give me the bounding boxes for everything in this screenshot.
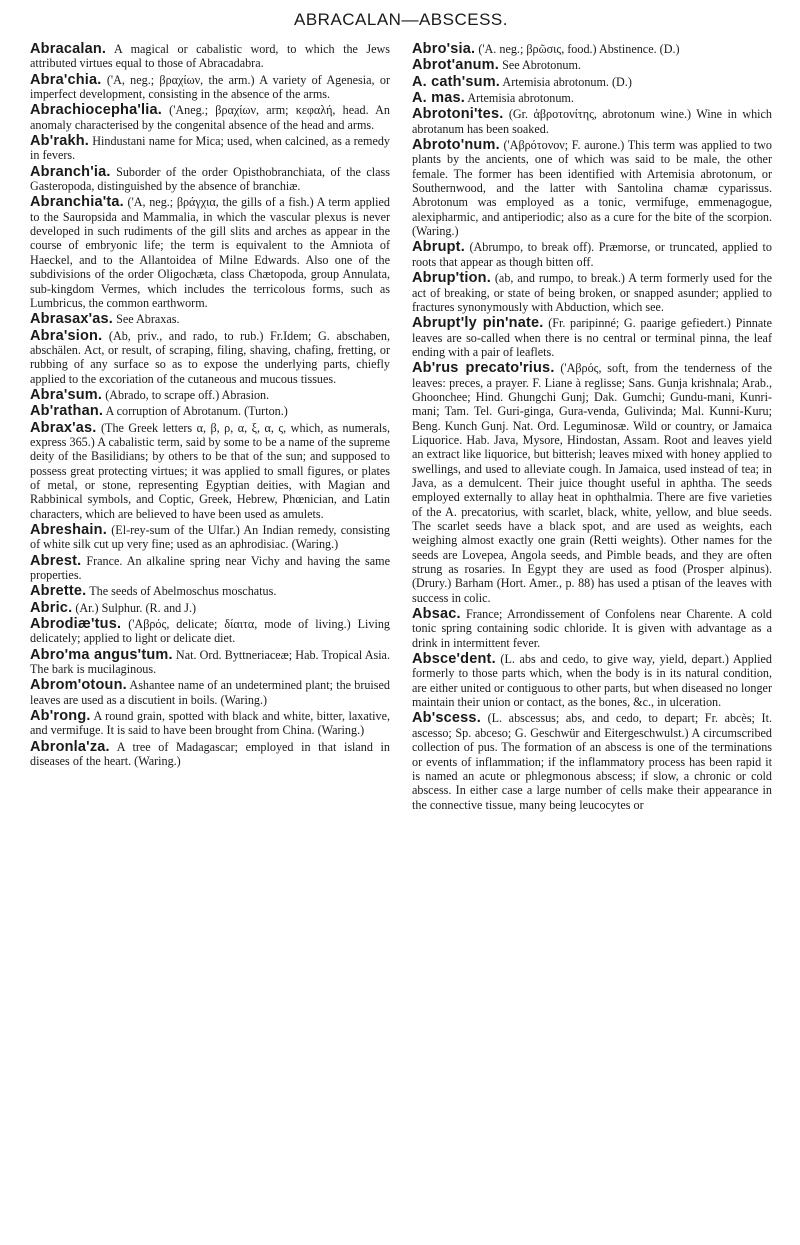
dictionary-entry: [412, 711, 772, 811]
dictionary-entry: [30, 103, 390, 132]
entry-headword: Abro'ma angus'tum.: [30, 646, 173, 663]
entry-definition: Suborder of the order Opisthobranchiata, of the class Gasteropoda, distinguished by the absence of branchiæ.: [30, 164, 390, 194]
entry-definition: ('Aβρός, soft, from the tenderness of the leaves: preces, a prayer. F. Liane à reglisse; Sans. Gunja krishnala; Arab., Ghoonchee; Hind. Ghungchi Gunj; Dak. Gumchi; Gundu-mani, Kunri-mani; Tam. Tel. Guri-ginga, Gura-venda, Gulivinda; Mal. Kunni-Kuru; Beng. Kunch Gunj. Nat. Ord. Leguminosæ. Wild or country, or Jamaica Liquorice. Hab. Java, Mysore, Hindostan, Assam. Root and leaves yield an extract like liquorice, but bitterish; leaves mixed with honey applied to swellings, and used to alleviate cough. In Jamaica, used instead of tea; in Java, as a demulcent. Their juice thought useful in aphtha. The seeds employed externally to allay heat in ophthalmia. There are five varieties of the A. precatorius, with scarlet, black, white, yellow, and blue seeds. The scarlet seeds have a black spot, and are used as weights, each weighing almost exactly one grain (Retti weights). Other names for the seeds are Lovepea, Angola seeds, and Pimble beads, and they are often strung as rosaries. In Egypt they are used as food (Prosper alpinus). (Drury.) Barham (Hort. Amer., p. 88) has used a ptisan of the leaves with success in colic.: [412, 361, 772, 605]
dictionary-entry: [30, 523, 390, 552]
entry-definition: (L. abscessus; abs, and cedo, to depart; Fr. abcès; It. ascesso; Sp. abceso; G. Geschwür and Eitergeschwulst.) A circumscribed collection of pus. The formation of an abscess is one of the terminations or events of inflammation; if the inflammatory process has been rapid it is named an acute or phlegmonous abscess; if slow, a chronic or cold abscess. In either case a large number of cells make their appearance in the connective tissue, many being leucocytes or: [412, 711, 772, 812]
right-column: [412, 42, 772, 814]
entry-definition: ('A. neg.; βρῶσις, food.) Abstinence. (D.): [478, 42, 680, 56]
running-head: ABRACALAN—ABSCESS.: [293, 10, 508, 29]
entry-headword: Abrup'tion.: [412, 270, 491, 287]
dictionary-entry: [412, 107, 772, 136]
dictionary-entry: [412, 271, 772, 314]
entry-definition: France; Arrondissement of Confolens near Charente. A cold tonic spring containing sodic chloride. It is given with advantage as a drink in intermittent fever.: [412, 607, 772, 650]
dictionary-entry: [30, 678, 390, 707]
entry-definition: A corruption of Abrotanum. (Turton.): [105, 404, 288, 419]
dictionary-entry: [30, 312, 390, 326]
entry-definition: See Abraxas.: [116, 312, 180, 327]
entry-definition: (The Greek letters α, β, ρ, α, ξ, α, ς, which, as numerals, express 365.) A cabalistic term, said by some to be a name of the supreme deity of the Basilidians; by others to be that of the sun; and supposed to possess great protecting virtues; it was applied to small figures, or plates of metal, or stone, representing Egyptian deities, with Magian and Rabbinical symbols, and Coptic, Greek, Hebrew, Phœnician, and Latin characters, which are believed to have been used as amulets.: [30, 420, 390, 521]
dictionary-entry: [30, 42, 390, 71]
dictionary-entry: [412, 240, 772, 269]
entry-definition: Nat. Ord. Byttneriaceæ; Hab. Tropical Asia. The bark is mucilaginous.: [30, 647, 390, 677]
entry-headword: Abrette.: [30, 583, 87, 600]
entry-headword: Absce'dent.: [412, 651, 496, 668]
entry-definition: (Abrumpo, to break off). Præmorse, or truncated, applied to roots that appear as though bitten off.: [412, 240, 772, 269]
dictionary-entry: [30, 740, 390, 769]
entry-headword: Abrotoni'tes.: [412, 106, 504, 123]
entry-headword: Abranch'ia.: [30, 163, 111, 180]
entry-definition: A magical or cabalistic word, to which the Jews attributed virtues equal to those of Abracadabra.: [30, 42, 391, 71]
entry-definition: (Gr. ἀβροτονίτης, abrotonum wine.) Wine in which abrotanum has been soaked.: [412, 107, 772, 136]
dictionary-entry: [412, 607, 772, 650]
dictionary-entry: [412, 91, 772, 105]
entry-headword: Abracalan.: [30, 41, 107, 57]
entry-definition: (El-rey-sum of the Ulfar.) An Indian remedy, consisting of white silk cut up very fine; used as an aphrodisiac. (Waring.): [30, 523, 390, 552]
entry-headword: Ab'rong.: [30, 708, 91, 725]
entry-headword: Abrupt'ly pin'nate.: [412, 315, 544, 332]
entry-headword: Abrest.: [30, 552, 82, 569]
entry-headword: Abronla'za.: [30, 738, 110, 755]
dictionary-entry: [30, 554, 390, 583]
dictionary-entry: [30, 404, 390, 418]
entry-definition: ('A, neg.; βράγχια, the gills of a fish.) A term applied to the Sauropsida and Mammalia, in which the vascular plexus is never developed in such rudiments of the gill slits and arches as appear in the course of embryonic life; the term is equivalent to the Amniota of Haeckel, and to the Allantoidea of Milne Edwards. Also one of the subdivisions of the order Oligochæta, class Chætopoda, group Annulata, sub-kingdom Vermes, which includes the terricolous forms, such as Lumbricus, the common earthworm.: [30, 195, 390, 310]
dictionary-entry: [30, 165, 390, 194]
entry-definition: (Ab, priv., and rado, to rub.) Fr.Idem; G. abschaben, abschälen. Act, or result, of scraping, filing, shaving, chafing, fretting, or rubbing of any surface so as to expose the underlying parts, chiefly applied to the excoriation of the cutaneous and mucous tissues.: [30, 328, 390, 386]
entry-headword: Abroto'num.: [412, 137, 500, 154]
entry-definition: Artemisia abrotonum.: [467, 91, 574, 106]
dictionary-entry: [30, 388, 390, 402]
entry-definition: ('Aβρότονον; F. aurone.) This term was applied to two plants by the ancients, one of which was said to be male, the other female. The former has been identified with Artemisia abrotonum, or Southernwood, and the latter with Santolina chamæ cyparissus. Abrotonum was employed as a tonic, vermifuge, emmenagogue, alexipharmic, and antiperiodic; also as a cure for the bite of the scorpion. (Waring.): [412, 138, 772, 239]
entry-headword: Abrasax'as.: [30, 311, 114, 328]
entry-definition: (Abrado, to scrape off.) Abrasion.: [105, 387, 270, 402]
entry-definition: ('Aneg.; βραχίων, arm; κεφαλή, head. An anomaly characterised by the congenital absence of the head and arms.: [30, 103, 390, 132]
dictionary-entry: [412, 138, 772, 238]
entry-definition: The seeds of Abelmoschus moschatus.: [89, 584, 277, 599]
entry-headword: Abra'sum.: [30, 386, 103, 403]
entry-headword: Absac.: [412, 606, 461, 623]
dictionary-entry: [30, 134, 390, 163]
entry-headword: A. mas.: [412, 90, 465, 107]
dictionary-entry: [30, 329, 390, 386]
entry-headword: Abreshain.: [30, 522, 107, 538]
dictionary-entry: [30, 195, 390, 310]
dictionary-entry: [30, 601, 390, 615]
dictionary-entry: [412, 42, 772, 56]
dictionary-entry: [412, 75, 772, 89]
entry-headword: Abrom'otoun.: [30, 677, 127, 694]
entry-definition: Hindustani name for Mica; used, when calcined, as a remedy in fevers.: [30, 134, 390, 163]
dictionary-entry: [30, 421, 390, 521]
entry-headword: Abra'chia.: [30, 71, 102, 88]
entry-headword: Abranchia'ta.: [30, 194, 124, 211]
entry-headword: A. cath'sum.: [412, 73, 501, 90]
dictionary-entry: [30, 73, 390, 102]
entry-definition: Artemisia abrotonum. (D.): [502, 74, 632, 89]
entry-headword: Abro'sia.: [412, 41, 476, 57]
entry-headword: Abra'sion.: [30, 327, 103, 344]
entry-headword: Abric.: [30, 599, 73, 616]
entry-headword: Abrupt.: [412, 239, 465, 256]
entry-definition: (Fr. paripinné; G. paarige gefiedert.) Pinnate leaves are so-called when there is no central or terminal pinna, the leaf ending with a pair of leaflets.: [412, 316, 772, 359]
entry-headword: Abrax'as.: [30, 419, 97, 436]
entry-definition: (L. abs and cedo, to give way, yield, depart.) Applied formerly to those parts which, when the body is in its natural condition, are either united or contiguous to other parts, but when diseased no longer maintain their union or contact, as the bones, &c., in ulceration.: [412, 652, 772, 710]
entry-definition: A tree of Madagascar; employed in that island in diseases of the heart. (Waring.): [30, 739, 391, 769]
entry-definition: France. An alkaline spring near Vichy and having the same properties.: [30, 553, 390, 583]
entry-definition: ('Aβρός, delicate; δίαιτα, mode of living.) Living delicately; applied to light or delicate diet.: [30, 617, 390, 646]
entry-definition: (ab, and rumpo, to break.) A term formerly used for the act of breaking, or state of being broken, or snapped asunder; applied to fractures synonymously with Abduction, which see.: [412, 271, 772, 314]
entry-headword: Ab'rathan.: [30, 403, 104, 420]
entry-headword: Abrodiæ'tus.: [30, 616, 122, 633]
dictionary-entry: [412, 316, 772, 359]
entry-headword: Ab'rakh.: [30, 133, 90, 150]
entry-headword: Abrachiocepha'lia.: [30, 102, 162, 119]
entry-headword: Ab'scess.: [412, 710, 481, 727]
entry-headword: Abrot'anum.: [412, 57, 500, 74]
entry-definition: (Ar.) Sulphur. (R. and J.): [75, 600, 197, 615]
dictionary-entry: [30, 709, 390, 738]
dictionary-entry: [30, 648, 390, 677]
dictionary-entry: [412, 58, 772, 72]
dictionary-entry: [30, 584, 390, 598]
entry-definition: Ashantee name of an undetermined plant; the bruised leaves are used as a discutient in boils. (Waring.): [30, 678, 390, 707]
left-column: [30, 42, 390, 814]
columns: [30, 42, 772, 814]
entry-definition: See Abrotonum.: [502, 58, 581, 73]
dictionary-entry: [412, 652, 772, 709]
entry-headword: Ab'rus precato'rius.: [412, 360, 555, 377]
dictionary-entry: [30, 617, 390, 646]
entry-definition: ('A, neg.; βραχίων, the arm.) A variety of Agenesia, or imperfect development, consisting in the absence of the arms.: [30, 72, 390, 102]
dictionary-entry: [412, 361, 772, 605]
entry-definition: A round grain, spotted with black and white, bitter, laxative, and vermifuge. It is said to have been brought from China. (Waring.): [30, 709, 390, 738]
